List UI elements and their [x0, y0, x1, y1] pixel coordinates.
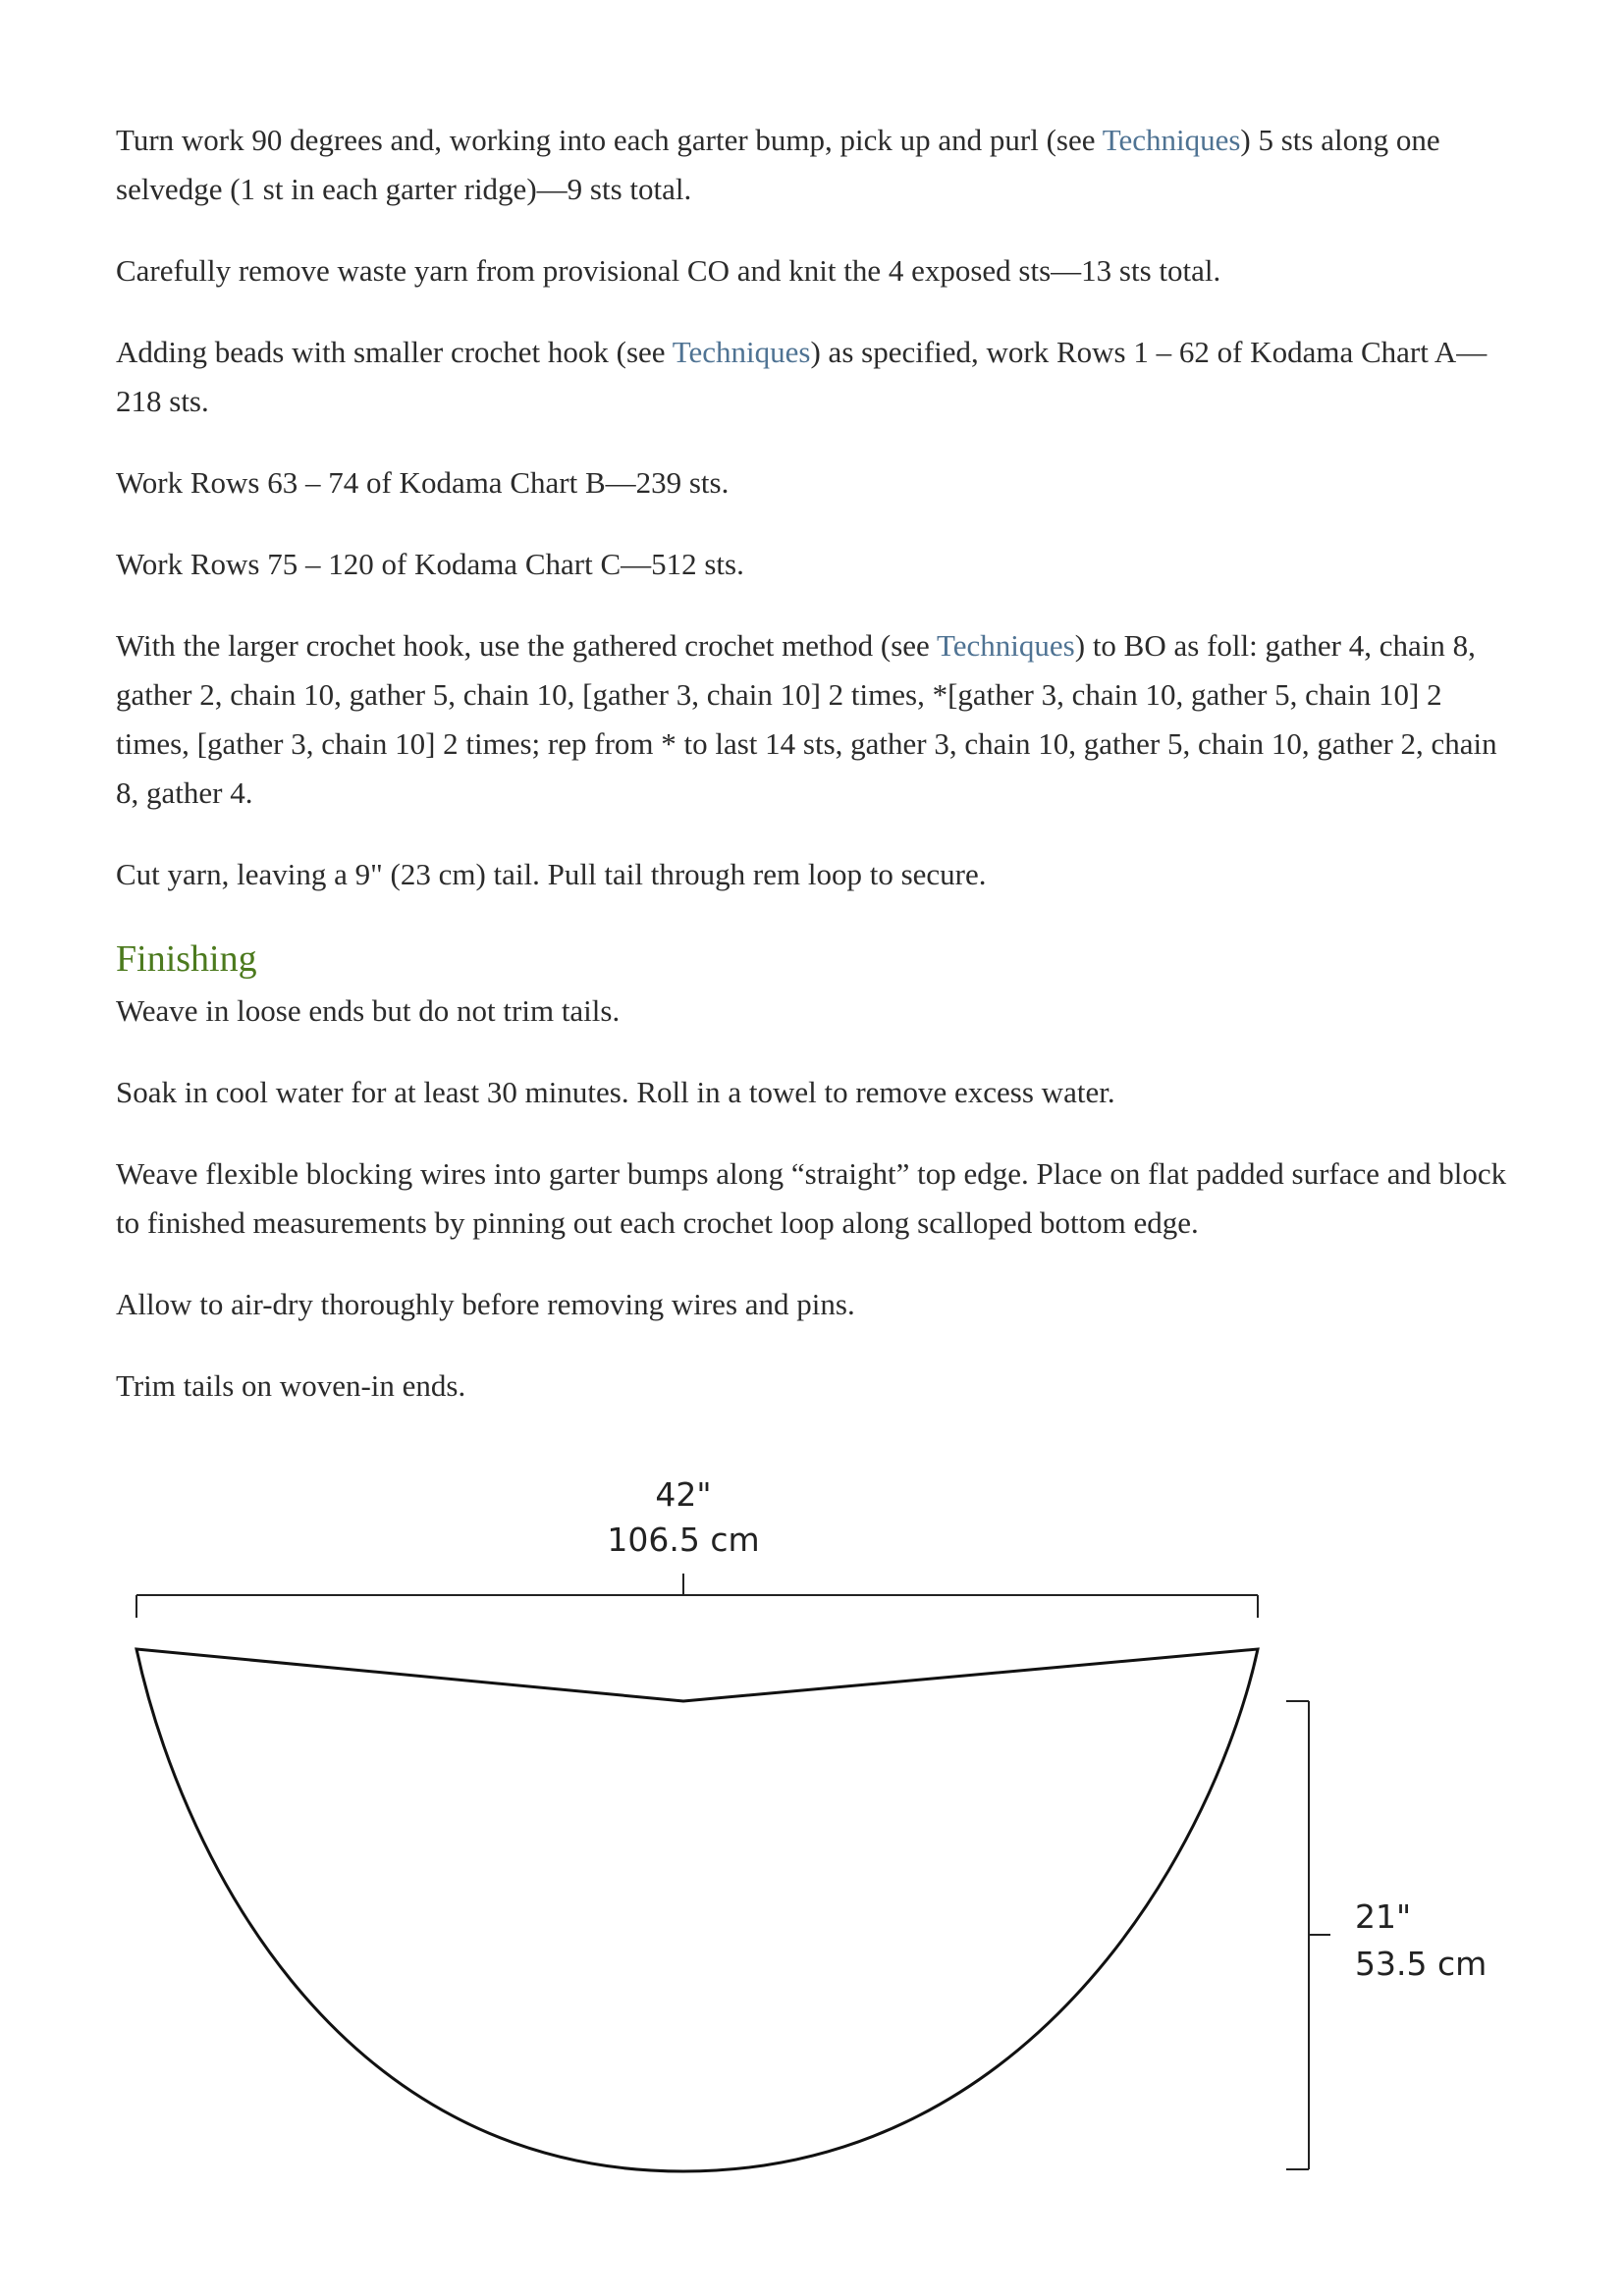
paragraph-weave-ends: Weave in loose ends but do not trim tails.: [116, 993, 621, 1028]
width-inches-label: 42": [655, 1475, 712, 1514]
techniques-link[interactable]: Techniques: [937, 628, 1075, 663]
shawl-outline: [136, 1649, 1258, 2171]
paragraph-soak: Soak in cool water for at least 30 minutes. Roll in a towel to remove excess water.: [116, 1075, 1115, 1109]
paragraph-cut-yarn: Cut yarn, leaving a 9" (23 cm) tail. Pull tail through rem loop to secure.: [116, 857, 987, 891]
paragraph-chart-a: Adding beads with smaller crochet hook (see Techniques) as specified, work Rows 1 – 62 of Kodama Chart A—218 sts.: [116, 335, 1488, 418]
depth-inches-label: 21": [1355, 1897, 1412, 1936]
paragraph-air-dry: Allow to air-dry thoroughly before removing wires and pins.: [116, 1287, 855, 1321]
paragraph-chart-c: Work Rows 75 – 120 of Kodama Chart C—512 sts.: [116, 547, 744, 581]
techniques-link[interactable]: Techniques: [672, 335, 811, 369]
paragraph-chart-b: Work Rows 63 – 74 of Kodama Chart B—239 sts.: [116, 465, 730, 500]
pattern-text: [116, 116, 1510, 1443]
paragraph-pick-up: Turn work 90 degrees and, working into each garter bump, pick up and purl (see Techniques) 5 sts along one selvedge (1 st in each garter ridge)—9 sts total.: [116, 123, 1440, 206]
width-cm-label: 106.5 cm: [607, 1521, 760, 1559]
paragraph-bind-off: With the larger crochet hook, use the gathered crochet method (see Techniques) to BO as foll: gather 4, chain 8, gather 2, chain 10, gather 5, chain 10, [gather 3, chain 10] 2 times, *[gather 3, chain 10, gather 5, chain 10] 2 times, [gather 3, chain 10] 2 times; rep from * to last 14 sts, gather 3, chain 10, gather 5, chain 10, gather 2, chain 8, gather 4.: [116, 628, 1497, 810]
paragraph-blocking-wires: Weave flexible blocking wires into garter bumps along “straight” top edge. Place on flat padded surface and block to finished measurements by pinning out each crochet loop along scalloped bottom edge.: [116, 1156, 1507, 1240]
techniques-link[interactable]: Techniques: [1102, 123, 1241, 157]
paragraph-trim-tails: Trim tails on woven-in ends.: [116, 1368, 466, 1403]
width-dimension-line: [136, 1574, 1258, 1618]
finishing-heading: Finishing: [116, 938, 257, 980]
depth-cm-label: 53.5 cm: [1355, 1945, 1488, 1983]
depth-dimension-line: [1286, 1701, 1330, 2169]
paragraph-remove-waste-yarn: Carefully remove waste yarn from provisional CO and knit the 4 exposed sts—13 sts total.: [116, 253, 1221, 288]
